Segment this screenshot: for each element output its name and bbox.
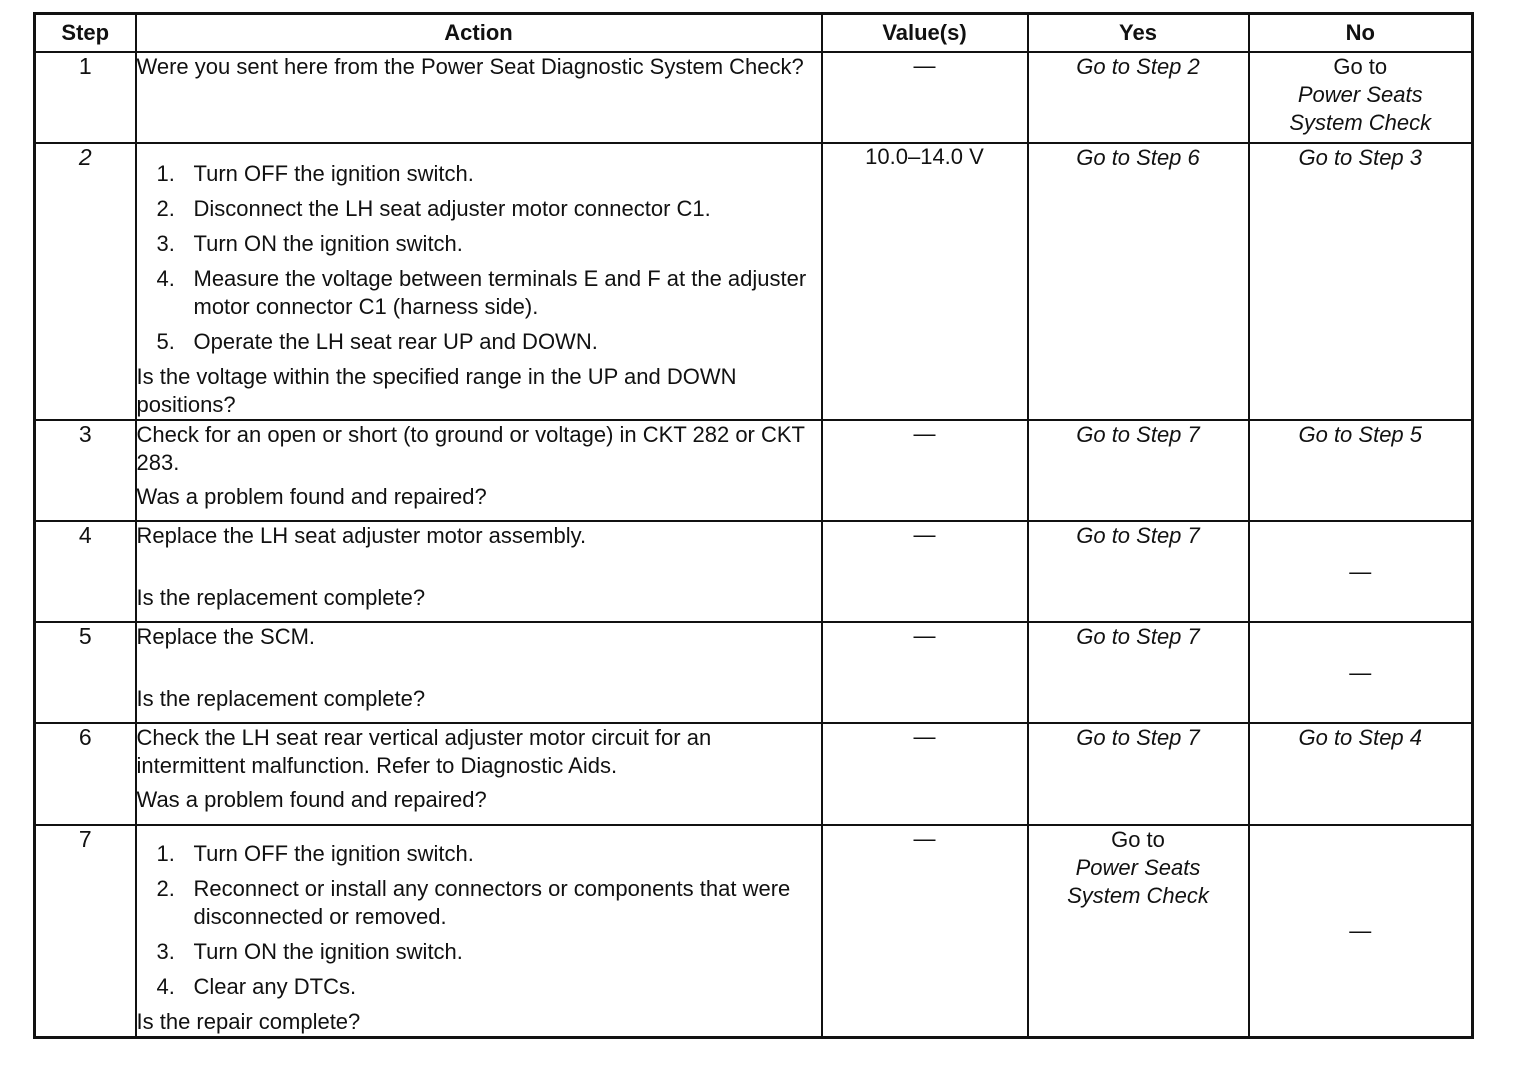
diagnostic-table [33, 12, 1474, 1039]
header-row [35, 14, 1473, 53]
yes-cell: Go to Step 2 [1028, 52, 1249, 143]
value-cell: — [822, 52, 1028, 143]
list-item: 4. Clear any DTCs. [156, 974, 357, 999]
no-cell: Go to Step 5 [1249, 420, 1473, 521]
table-row [35, 52, 1473, 143]
no-line: Power Seats [1297, 82, 1423, 107]
action-text: Check for an open or short (to ground or voltage) in CKT 282 or CKT 283. [136, 422, 805, 475]
header-step: Step [35, 14, 136, 53]
list-item: 3. Turn ON the ignition switch. [156, 939, 463, 964]
step-number: 3 [35, 420, 136, 521]
header-yes: Yes [1028, 14, 1249, 53]
header-values: Value(s) [822, 14, 1028, 53]
list-item: 3. Turn ON the ignition switch. [156, 231, 463, 256]
no-cell: — [1249, 825, 1473, 1038]
step-number: 1 [35, 52, 136, 143]
yes-cell: Go to Step 7 [1028, 521, 1249, 622]
yes-line: System Check [1067, 883, 1209, 908]
action-question: Is the replacement complete? [136, 585, 426, 610]
list-item: 1. Turn OFF the ignition switch. [156, 841, 474, 866]
step-number: 2 [35, 143, 136, 420]
yes-cell: Go to Step 7 [1028, 622, 1249, 723]
action-question: Is the voltage within the specified range in the UP and DOWN positions? [136, 364, 737, 417]
step-number: 5 [35, 622, 136, 723]
no-cell [1249, 52, 1473, 143]
no-cell: Go to Step 4 [1249, 723, 1473, 825]
value-cell: — [822, 521, 1028, 622]
no-cell: — [1249, 622, 1473, 723]
action-question: Is the repair complete? [136, 1009, 361, 1034]
value-cell: — [822, 420, 1028, 521]
yes-cell: Go to Step 6 [1028, 143, 1249, 420]
action-cell [136, 143, 822, 420]
action-list [137, 840, 821, 1001]
list-item: 2. Disconnect the LH seat adjuster motor connector C1. [156, 196, 711, 221]
table-row [35, 420, 1473, 521]
value-cell: — [822, 622, 1028, 723]
action-text: Check the LH seat rear vertical adjuster motor circuit for an intermittent malfunction. Refer to Diagnostic Aids. [136, 725, 712, 778]
list-item: 1. Turn OFF the ignition switch. [156, 161, 474, 186]
action-text: Were you sent here from the Power Seat Diagnostic System Check? [136, 54, 804, 79]
step-number: 6 [35, 723, 136, 825]
action-question: Was a problem found and repaired? [136, 787, 487, 812]
action-cell [136, 723, 822, 825]
action-list [137, 160, 821, 356]
yes-cell: Go to Step 7 [1028, 723, 1249, 825]
value-cell: — [822, 723, 1028, 825]
action-cell [136, 622, 822, 723]
action-cell [136, 420, 822, 521]
yes-line: Power Seats [1075, 855, 1201, 880]
table-row [35, 723, 1473, 825]
action-cell [136, 52, 822, 143]
no-line: System Check [1289, 110, 1432, 135]
table-row [35, 622, 1473, 723]
action-text: Replace the LH seat adjuster motor assembly. [136, 523, 587, 548]
value-cell: 10.0–14.0 V [822, 143, 1028, 420]
no-cell: Go to Step 3 [1249, 143, 1473, 420]
action-cell [136, 825, 822, 1038]
header-no: No [1249, 14, 1473, 53]
list-item: 4. Measure the voltage between terminals E and F at the adjuster motor connector C1 (harness side). [156, 266, 807, 319]
step-number: 4 [35, 521, 136, 622]
action-question: Is the replacement complete? [136, 686, 426, 711]
no-line: Go to [1333, 54, 1388, 79]
table-row [35, 521, 1473, 622]
yes-cell [1028, 825, 1249, 1038]
list-item: 5. Operate the LH seat rear UP and DOWN. [156, 329, 598, 354]
step-number: 7 [35, 825, 136, 1038]
table-row [35, 825, 1473, 1038]
action-text: Replace the SCM. [136, 624, 316, 649]
yes-line: Go to [1111, 827, 1165, 852]
no-cell: — [1249, 521, 1473, 622]
yes-cell: Go to Step 7 [1028, 420, 1249, 521]
action-cell [136, 521, 822, 622]
header-action: Action [136, 14, 822, 53]
table-row [35, 143, 1473, 420]
value-cell: — [822, 825, 1028, 1038]
list-item: 2. Reconnect or install any connectors or components that were disconnected or removed. [156, 876, 791, 929]
action-question: Was a problem found and repaired? [136, 484, 487, 509]
